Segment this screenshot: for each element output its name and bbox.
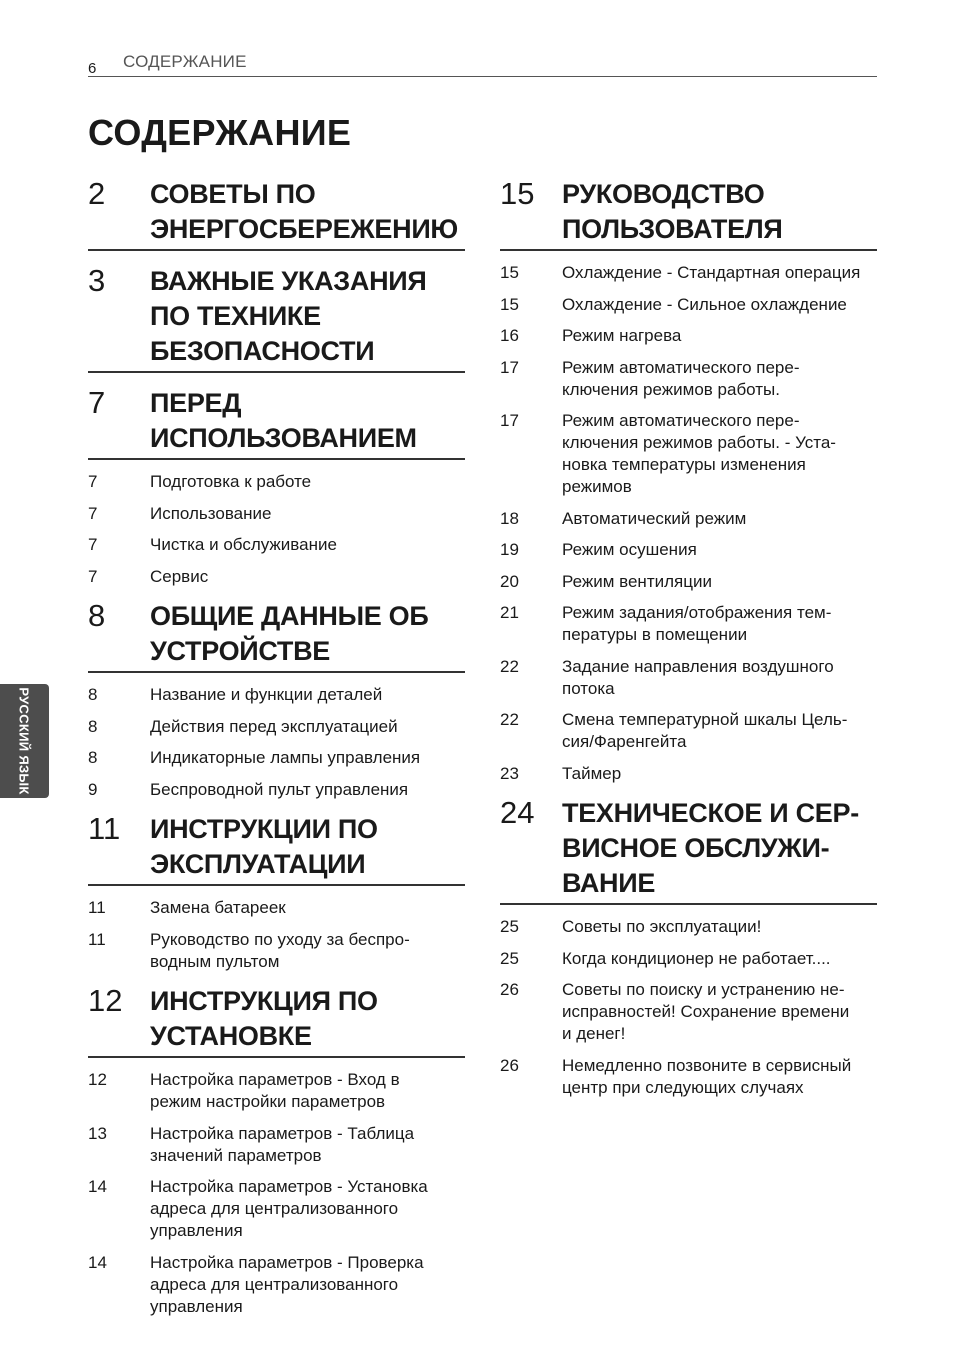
entry-title: Режим автоматического пере- ключения режимов работы. [562, 357, 800, 399]
entry-title: Настройка параметров - Вход в режим настройки параметров [150, 1070, 400, 1111]
entry-title: Автоматический режим [562, 508, 747, 528]
entry-page-number: 11 [88, 929, 106, 949]
page-number: 6 [88, 60, 97, 77]
toc-section [88, 384, 465, 460]
toc-entry [88, 684, 465, 706]
entry-title: Смена температурной шкалы Цель- сия/Фаренгейта [562, 710, 848, 751]
entry-page-number: 18 [500, 508, 519, 528]
entry-page-number: 23 [500, 763, 519, 783]
toc-column-left [88, 175, 465, 1327]
section-title: РУКОВОДСТВО ПОЛЬЗОВАТЕЛЯ [562, 179, 783, 244]
entry-page-number: 14 [88, 1252, 107, 1272]
toc-section [500, 175, 877, 251]
toc-entry [500, 763, 877, 785]
toc-entry [88, 929, 465, 973]
toc-entry [500, 916, 877, 938]
entry-title: Режим автоматического пере- ключения режимов работы. - Уста- новка температуры изменения режимов [562, 411, 836, 496]
section-title: ОБЩИЕ ДАННЫЕ ОБ УСТРОЙСТВЕ [150, 601, 429, 666]
section-page-number: 15 [500, 176, 535, 211]
entry-page-number: 21 [500, 603, 519, 622]
toc-entry [88, 897, 465, 919]
entry-page-number: 12 [88, 1070, 107, 1089]
toc-column-right [500, 175, 877, 1108]
entry-page-number: 7 [88, 472, 98, 491]
toc-entry [88, 1176, 465, 1242]
entry-page-number: 15 [500, 294, 519, 314]
section-title: ПЕРЕД ИСПОЛЬЗОВАНИЕМ [150, 388, 417, 453]
section-page-number: 12 [88, 983, 123, 1018]
entry-title: Режим вентиляции [562, 571, 712, 591]
toc-section [88, 982, 465, 1058]
toc-entry [88, 747, 465, 769]
entry-title: Настройка параметров - Таблица значений параметров [150, 1123, 415, 1165]
entry-page-number: 7 [88, 503, 98, 523]
entry-title: Режим осушения [562, 540, 697, 559]
entry-page-number: 8 [88, 685, 98, 704]
entry-page-number: 14 [88, 1177, 107, 1196]
toc-entry [500, 571, 877, 593]
toc-entry [500, 979, 877, 1045]
entry-title: Советы по эксплуатации! [562, 917, 762, 936]
entry-title: Задание направления воздушного потока [562, 656, 834, 698]
toc-entry [88, 716, 465, 738]
section-page-number: 3 [88, 263, 106, 298]
toc-entry [88, 566, 465, 588]
page-title: СОДЕРЖАНИЕ [88, 112, 352, 153]
toc-entry [500, 294, 877, 316]
entry-title: Действия перед эксплуатацией [150, 716, 398, 736]
toc-section [88, 262, 465, 373]
entry-page-number: 7 [88, 566, 98, 586]
toc-entry [88, 503, 465, 525]
entry-page-number: 13 [88, 1123, 107, 1143]
entry-page-number: 17 [500, 411, 519, 430]
entry-page-number: 25 [500, 917, 519, 936]
entry-page-number: 11 [88, 898, 106, 917]
toc-entry [88, 1123, 465, 1167]
toc-entry [500, 539, 877, 561]
section-page-number: 11 [88, 811, 121, 846]
entry-title: Индикаторные лампы управления [150, 748, 421, 767]
entry-title: Режим задания/отображения тем- пературы в помещении [562, 603, 832, 644]
entry-title: Название и функции деталей [150, 685, 383, 704]
toc-entry [500, 602, 877, 646]
entry-page-number: 26 [500, 1055, 519, 1075]
entry-page-number: 15 [500, 263, 519, 282]
page-header [88, 50, 877, 77]
entry-page-number: 9 [88, 779, 98, 799]
entry-title: Охлаждение - Сильное охлаждение [562, 294, 847, 314]
section-title: ИНСТРУКЦИЯ ПО УСТАНОВКЕ [150, 986, 378, 1051]
toc-section [500, 794, 877, 905]
entry-title: Чистка и обслуживание [150, 535, 337, 554]
entry-title: Охлаждение - Стандартная операция [562, 263, 861, 282]
section-title: ВАЖНЫЕ УКАЗАНИЯ ПО ТЕХНИКЕ БЕЗОПАСНОСТИ [150, 266, 427, 366]
toc-entry [500, 709, 877, 753]
entry-title: Руководство по уходу за беспро- водным пультом [150, 929, 410, 971]
toc-entry [88, 471, 465, 493]
toc-entry [88, 779, 465, 801]
toc-section [88, 175, 465, 251]
toc-entry [88, 1252, 465, 1318]
toc-section [88, 810, 465, 886]
toc-section [88, 597, 465, 673]
toc-entry [500, 508, 877, 530]
entry-title: Настройка параметров - Установка адреса для централизованного управления [150, 1177, 428, 1240]
entry-page-number: 8 [88, 748, 98, 767]
entry-title: Настройка параметров - Проверка адреса для централизованного управления [150, 1252, 424, 1316]
toc-entry [88, 1069, 465, 1113]
section-page-number: 8 [88, 598, 106, 633]
entry-page-number: 16 [500, 326, 519, 345]
entry-title: Советы по поиску и устранению не- исправностей! Сохранение времени и денег! [562, 980, 850, 1043]
entry-title: Таймер [562, 763, 622, 783]
toc-entry [500, 262, 877, 284]
entry-page-number: 17 [500, 357, 519, 377]
language-side-tab-label: РУССКИЙ ЯЗЫК [16, 687, 32, 795]
entry-title: Когда кондиционер не работает.... [562, 948, 831, 968]
entry-title: Режим нагрева [562, 326, 682, 345]
section-title: ИНСТРУКЦИИ ПО ЭКСПЛУАТАЦИИ [150, 814, 378, 879]
entry-title: Беспроводной пульт управления [150, 779, 409, 799]
toc-entry [500, 357, 877, 401]
toc-entry [500, 1055, 877, 1099]
language-side-tab [0, 684, 49, 798]
entry-page-number: 26 [500, 980, 519, 999]
entry-page-number: 19 [500, 540, 519, 559]
section-title: ТЕХНИЧЕСКОЕ И СЕР- ВИСНОЕ ОБСЛУЖИ- ВАНИЕ [562, 798, 859, 898]
entry-page-number: 22 [500, 710, 519, 729]
entry-title: Немедленно позвоните в сервисный центр при следующих случаях [562, 1055, 852, 1097]
entry-title: Использование [150, 503, 272, 523]
toc-entry [500, 325, 877, 347]
section-page-number: 7 [88, 385, 106, 420]
entry-title: Подготовка к работе [150, 472, 312, 491]
entry-page-number: 25 [500, 948, 519, 968]
entry-page-number: 22 [500, 656, 519, 676]
toc-entry [500, 948, 877, 970]
running-title: СОДЕРЖАНИЕ [123, 52, 247, 71]
entry-title: Замена батареек [150, 898, 286, 917]
toc-entry [88, 534, 465, 556]
entry-title: Сервис [150, 566, 209, 586]
entry-page-number: 8 [88, 716, 98, 736]
section-page-number: 2 [88, 176, 106, 211]
entry-page-number: 20 [500, 571, 519, 591]
toc-entry [500, 410, 877, 498]
toc-entry [500, 656, 877, 700]
section-page-number: 24 [500, 795, 535, 830]
entry-page-number: 7 [88, 535, 98, 554]
section-title: СОВЕТЫ ПО ЭНЕРГОСБЕРЕЖЕНИЮ [150, 179, 458, 244]
